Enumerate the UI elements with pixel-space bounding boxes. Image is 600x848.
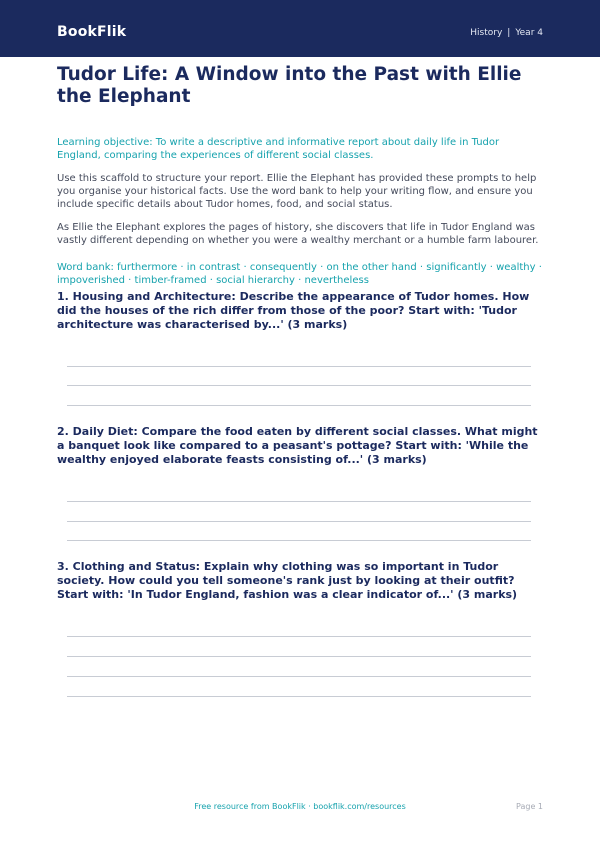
worksheet-intro [57,64,543,287]
answer-line[interactable] [67,696,531,697]
question-prompt: 3. Clothing and Status: Explain why clothing was so important in Tudor society. How could you tell someone's rank just by looking at their outfit? Start with: 'In Tudor England, fashion was a clear indicator of...' (3 marks) [57,560,518,601]
intro-paragraph: Use this scaffold to structure your report. Ellie the Elephant has provided these prompts to help you organise your historical facts. Use the word bank to help your writing flow, and ensure you include specific details about Tudor homes, food, and social status. [57,173,537,210]
answer-line[interactable] [67,540,531,541]
answer-line[interactable] [67,676,531,677]
answer-line[interactable] [67,405,531,406]
page-title: Tudor Life: A Window into the Past with Ellie the Elephant [57,64,522,107]
answer-line[interactable] [67,656,531,657]
question-prompt: 1. Housing and Architecture: Describe the appearance of Tudor homes. How did the houses of the rich differ from those of the poor? Start with: 'Tudor architecture was characterised by...' (3 marks) [57,290,530,331]
answer-line[interactable] [67,385,531,386]
header-bar [0,0,600,57]
footer-credit[interactable]: Free resource from BookFlik · bookflik.com/resources [194,802,406,811]
question-1 [57,290,545,332]
page-number: Page 1 [516,802,543,811]
context-paragraph: As Ellie the Elephant explores the pages of history, she discovers that life in Tudor England was vastly different depending on whether you were a wealthy merchant or a humble farm labourer. [57,222,539,246]
learning-objective: Learning objective: To write a descriptive and informative report about daily life in Tudor England, comparing the experiences of different social classes. [57,137,500,161]
subject-year [470,28,543,38]
answer-line[interactable] [67,501,531,502]
subject-label: History [470,28,503,38]
meta-separator: | [507,28,511,38]
answer-line[interactable] [67,521,531,522]
question-2 [57,425,545,467]
answer-line[interactable] [67,636,531,637]
answer-line[interactable] [67,366,531,367]
question-prompt: 2. Daily Diet: Compare the food eaten by different social classes. What might a banquet look like compared to a peasant's pottage? Start with: 'While the wealthy enjoyed elaborate feasts consisting of...' (3 marks) [57,425,538,466]
brand-logo[interactable]: BookFlik [57,24,127,40]
year-label: Year 4 [515,28,543,38]
word-bank: Word bank: furthermore · in contrast · consequently · on the other hand · significantly · wealthy · impoverished · timber-framed · social hierarchy · nevertheless [57,262,542,286]
question-3 [57,560,545,602]
